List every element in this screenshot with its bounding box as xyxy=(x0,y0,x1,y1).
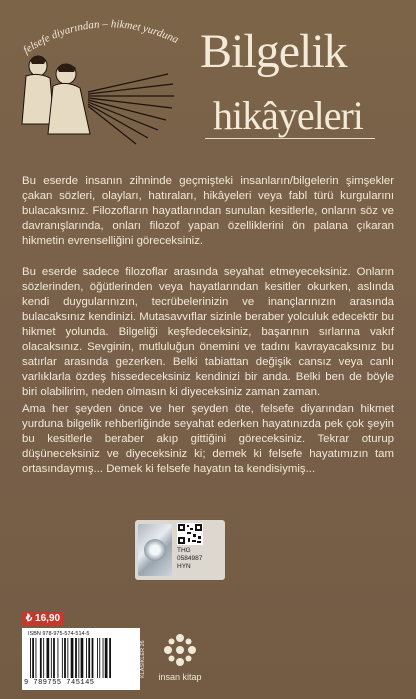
sticker-line2: 0584987 xyxy=(177,555,203,562)
barcode xyxy=(22,628,140,690)
sticker-line3: HYN xyxy=(177,563,191,570)
arc-text: felsefe diyarından – hikmet yurduna xyxy=(21,18,181,57)
price-tag: ₺ 16,90 xyxy=(22,612,64,626)
publisher-name: insan kitap xyxy=(158,672,202,682)
publisher-logo-icon xyxy=(150,630,210,670)
paragraph-3: Ama her şeyden önce ve her şeyden öte, felsefe diyarından hikmet yurduna bilgelik rehberliğinde seyahat ederken hayatınızda pek çok şeyin bu kesitlerle beraber akıp gittiğini göreceksiniz. Tekrar oturup düşüneceksiniz ve diyeceksiniz ki; demek ki felsefe hayatımızın tam ortasındaymış... Demek ki felsefe hayatın ta kendisiymiş... xyxy=(22,403,394,475)
paragraph-1: Bu eserde insanın zihninde geçmişteki insanların/bilgelerin şimşekler çakan sözleri, olayları, hatıraları, hikâyeleri veya fabl türü kurgularını bulacaksınız. Filozofların hayatlarından sunulan kesitlerle, onların söz ve davranışlarında, onları filozof yapan özelliklerini ön palana çıkaran hikmetin evrenselliğini göreceksiniz. xyxy=(22,175,394,247)
barcode-number: 9 789755 745145 xyxy=(24,679,95,687)
barcode-bars xyxy=(28,638,134,678)
authenticity-sticker xyxy=(135,520,225,580)
paragraph-2: Bu eserde sadece filozoflar arasında seyahat etmeyeceksiniz. Onların sözlerinden, öğütlerinden veya hayatlarından kesitler okurken, aslında kendi duygularınızın, tecrübelerinizin ve inançlarınızın arasında bulacaksınız kendinizi. Mutasavvıflar sizinle beraber yolculuk edecektir bu hikmet yolunda. Bilgeliği keşfedeceksiniz, başarının sırlarına vakıf olacaksınız. Sevginin, mutluluğun önemini ve tadını kavrayacaksınız bu satırlar arasında gezerken. Belki tabiattan değişik cansız veya canlı varlıklarla özdeş hissedeceksiniz kendinizi bir anda. Belki ben de böyle biri olabilirim, neden olmasın ki diyeceksiniz zaman zaman. xyxy=(22,266,394,398)
book-title-line1: Bilgelik xyxy=(200,25,347,78)
hologram xyxy=(138,524,172,576)
qr-code-icon xyxy=(177,523,203,545)
isbn-text: ISBN 978-975-574-514-5 xyxy=(28,631,90,637)
sticker-line1: THG xyxy=(177,547,191,554)
svg-text:felsefe diyarından – hikmet yu xyxy=(21,18,181,56)
title-underline xyxy=(205,138,375,139)
series-code: KLASİKLER 26 xyxy=(140,640,146,678)
philosophers-illustration xyxy=(8,14,208,154)
book-title-line2: hikâyeleri xyxy=(213,93,363,138)
